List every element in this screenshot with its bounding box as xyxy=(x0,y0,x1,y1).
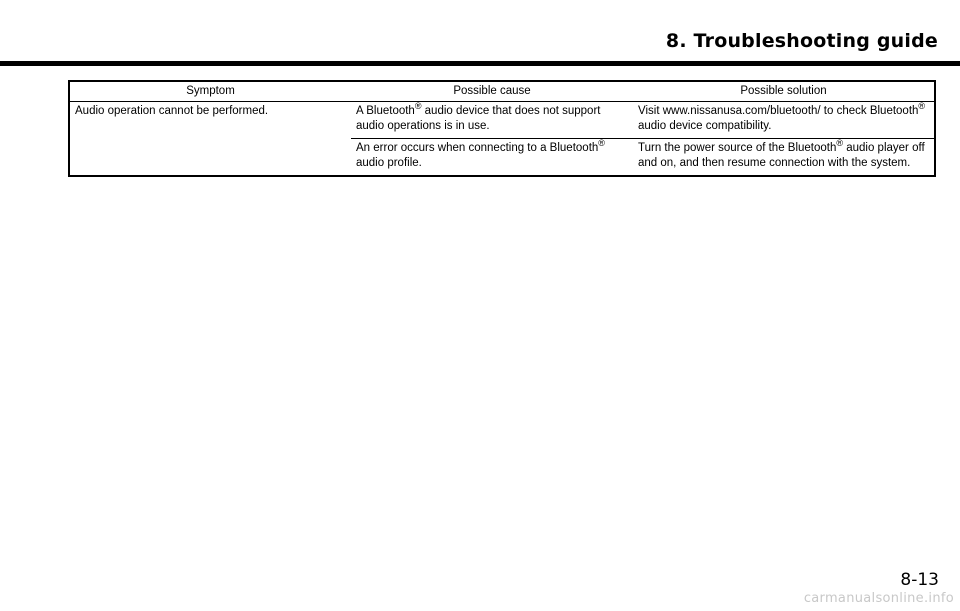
solution-text: Visit www.nissanusa.com/bluetooth/ to check Bluetooth xyxy=(638,105,919,117)
cause-text: A Bluetooth xyxy=(356,105,415,117)
registered-mark: ® xyxy=(598,138,605,149)
registered-mark: ® xyxy=(918,101,926,112)
column-header-cause: Possible cause xyxy=(351,81,633,102)
symptom-cell: Audio operation cannot be performed. xyxy=(75,105,269,117)
solution-text: audio player off and on, and then resume connection with the system. xyxy=(638,142,925,169)
cause-cell xyxy=(351,139,633,177)
solution-text: audio device compatibility. xyxy=(638,120,772,132)
troubleshooting-table xyxy=(68,80,936,177)
solution-text: Turn the power source of the Bluetooth xyxy=(638,142,837,154)
column-header-symptom: Symptom xyxy=(69,81,351,102)
cause-text: audio profile. xyxy=(356,157,422,169)
solution-cell xyxy=(633,102,935,139)
cause-cell xyxy=(351,102,633,139)
header-rule xyxy=(0,61,960,66)
registered-mark: ® xyxy=(414,101,422,112)
cause-text: An error occurs when connecting to a Bluetooth xyxy=(356,142,599,154)
column-header-solution: Possible solution xyxy=(633,81,935,102)
watermark: carmanualsonline.info xyxy=(803,591,954,606)
table-row xyxy=(69,102,935,139)
page-number: 8-13 xyxy=(900,570,939,590)
cause-text: audio device that does not support audio operations is in use. xyxy=(356,105,601,132)
registered-mark: ® xyxy=(836,138,844,149)
chapter-title: 8. Troubleshooting guide xyxy=(665,30,938,52)
table-header-row xyxy=(69,81,935,102)
solution-cell xyxy=(633,139,935,177)
